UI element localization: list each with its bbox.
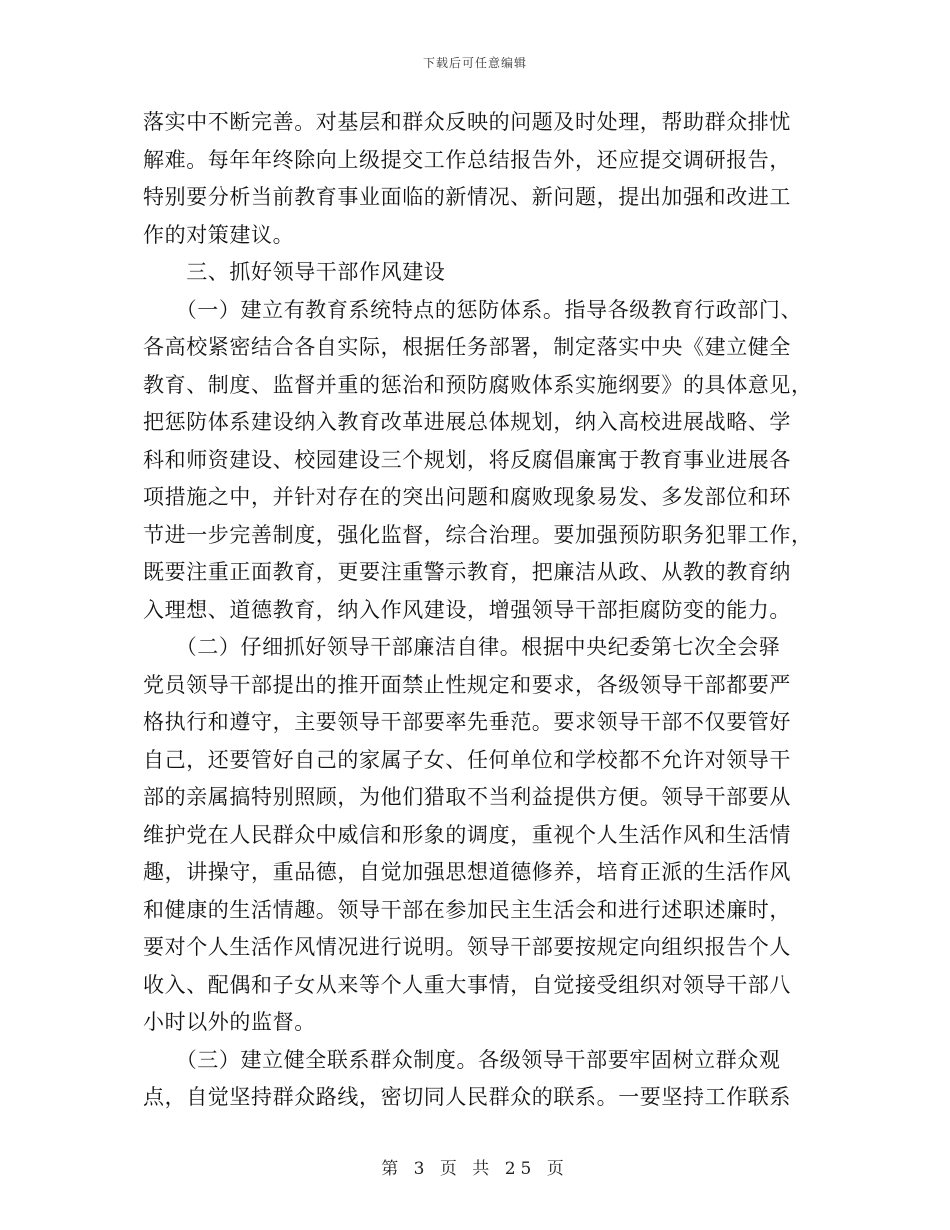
text-line: 各高校紧密结合各自实际，根据任务部署，制定落实中央《建立健全 xyxy=(143,335,791,359)
text-line: 点，自觉坚持群众路线，密切同人民群众的联系。一要坚持工作联系 xyxy=(143,1085,791,1109)
section-heading: 三、抓好领导干部作风建设 xyxy=(143,260,446,284)
text-line: （三）建立健全联系群众制度。各级领导干部要牢固树立群众观 xyxy=(143,1047,781,1072)
text-line: 科和师资建设、校园建设三个规划，将反腐倡廉寓于教育事业进展各 xyxy=(143,447,791,472)
page-header: 下载后可任意编辑 xyxy=(422,56,527,70)
text-line: 特别要分析当前教育事业面临的新情况、新问题，提出加强和改进工 xyxy=(143,185,791,209)
text-line: 部的亲属搞特别照顾，为他们猎取不当利益提供方便。领导干部要从 xyxy=(143,785,791,809)
text-line: （二）仔细抓好领导干部廉洁自律。根据中央纪委第七次全会驿 xyxy=(143,635,781,659)
text-line: 收入、配偶和子女从来等个人重大事情，自觉接受组织对领导干部八 xyxy=(143,972,791,997)
text-line: 维护党在人民群众中威信和形象的调度，重视个人生活作风和生活情 xyxy=(143,822,791,847)
text-line: 节进一步完善制度，强化监督，综合治理。要加强预防职务犯罪工作， xyxy=(143,522,813,547)
document-body xyxy=(143,104,815,1117)
text-line: 把惩防体系建设纳入教育改革进展总体规划，纳入高校进展战略、学 xyxy=(143,410,791,434)
text-line: 要对个人生活作风情况进行说明。领导干部要按规定向组织报告个人 xyxy=(143,935,791,959)
text-line: 小时以外的监督。 xyxy=(143,1010,316,1034)
text-line: 作的对策建议。 xyxy=(143,222,295,247)
text-line: 格执行和遵守，主要领导干部要率先垂范。要求领导干部不仅要管好 xyxy=(143,710,791,734)
page-number: 第 3 页 共 25 页 xyxy=(381,1159,569,1179)
text-line: 自己，还要管好自己的家属子女、任何单位和学校都不允许对领导干 xyxy=(143,747,791,772)
text-line: 趣，讲操守，重品德，自觉加强思想道德修养，培育正派的生活作风 xyxy=(143,860,791,884)
text-line: 落实中不断完善。对基层和群众反映的问题及时处理，帮助群众排忧 xyxy=(143,110,791,134)
text-line: 入理想、道德教育，纳入作风建设，增强领导干部拒腐防变的能力。 xyxy=(143,597,791,622)
text-line: 教育、制度、监督并重的惩治和预防腐败体系实施纲要》的具体意见， xyxy=(143,372,813,397)
text-line: 项措施之中，并针对存在的突出问题和腐败现象易发、多发部位和环 xyxy=(143,485,791,509)
text-line: 党员领导干部提出的推开面禁止性规定和要求，各级领导干部都要严 xyxy=(143,672,791,697)
text-line: 和健康的生活情趣。领导干部在参加民主生活会和进行述职述廉时， xyxy=(143,897,791,922)
text-line: 既要注重正面教育，更要注重警示教育，把廉洁从政、从教的教育纳 xyxy=(143,560,791,584)
text-line: （一）建立有教育系统特点的惩防体系。指导各级教育行政部门、 xyxy=(143,297,803,322)
text-line: 解难。每年年终除向上级提交工作总结报告外，还应提交调研报告， xyxy=(143,147,791,172)
